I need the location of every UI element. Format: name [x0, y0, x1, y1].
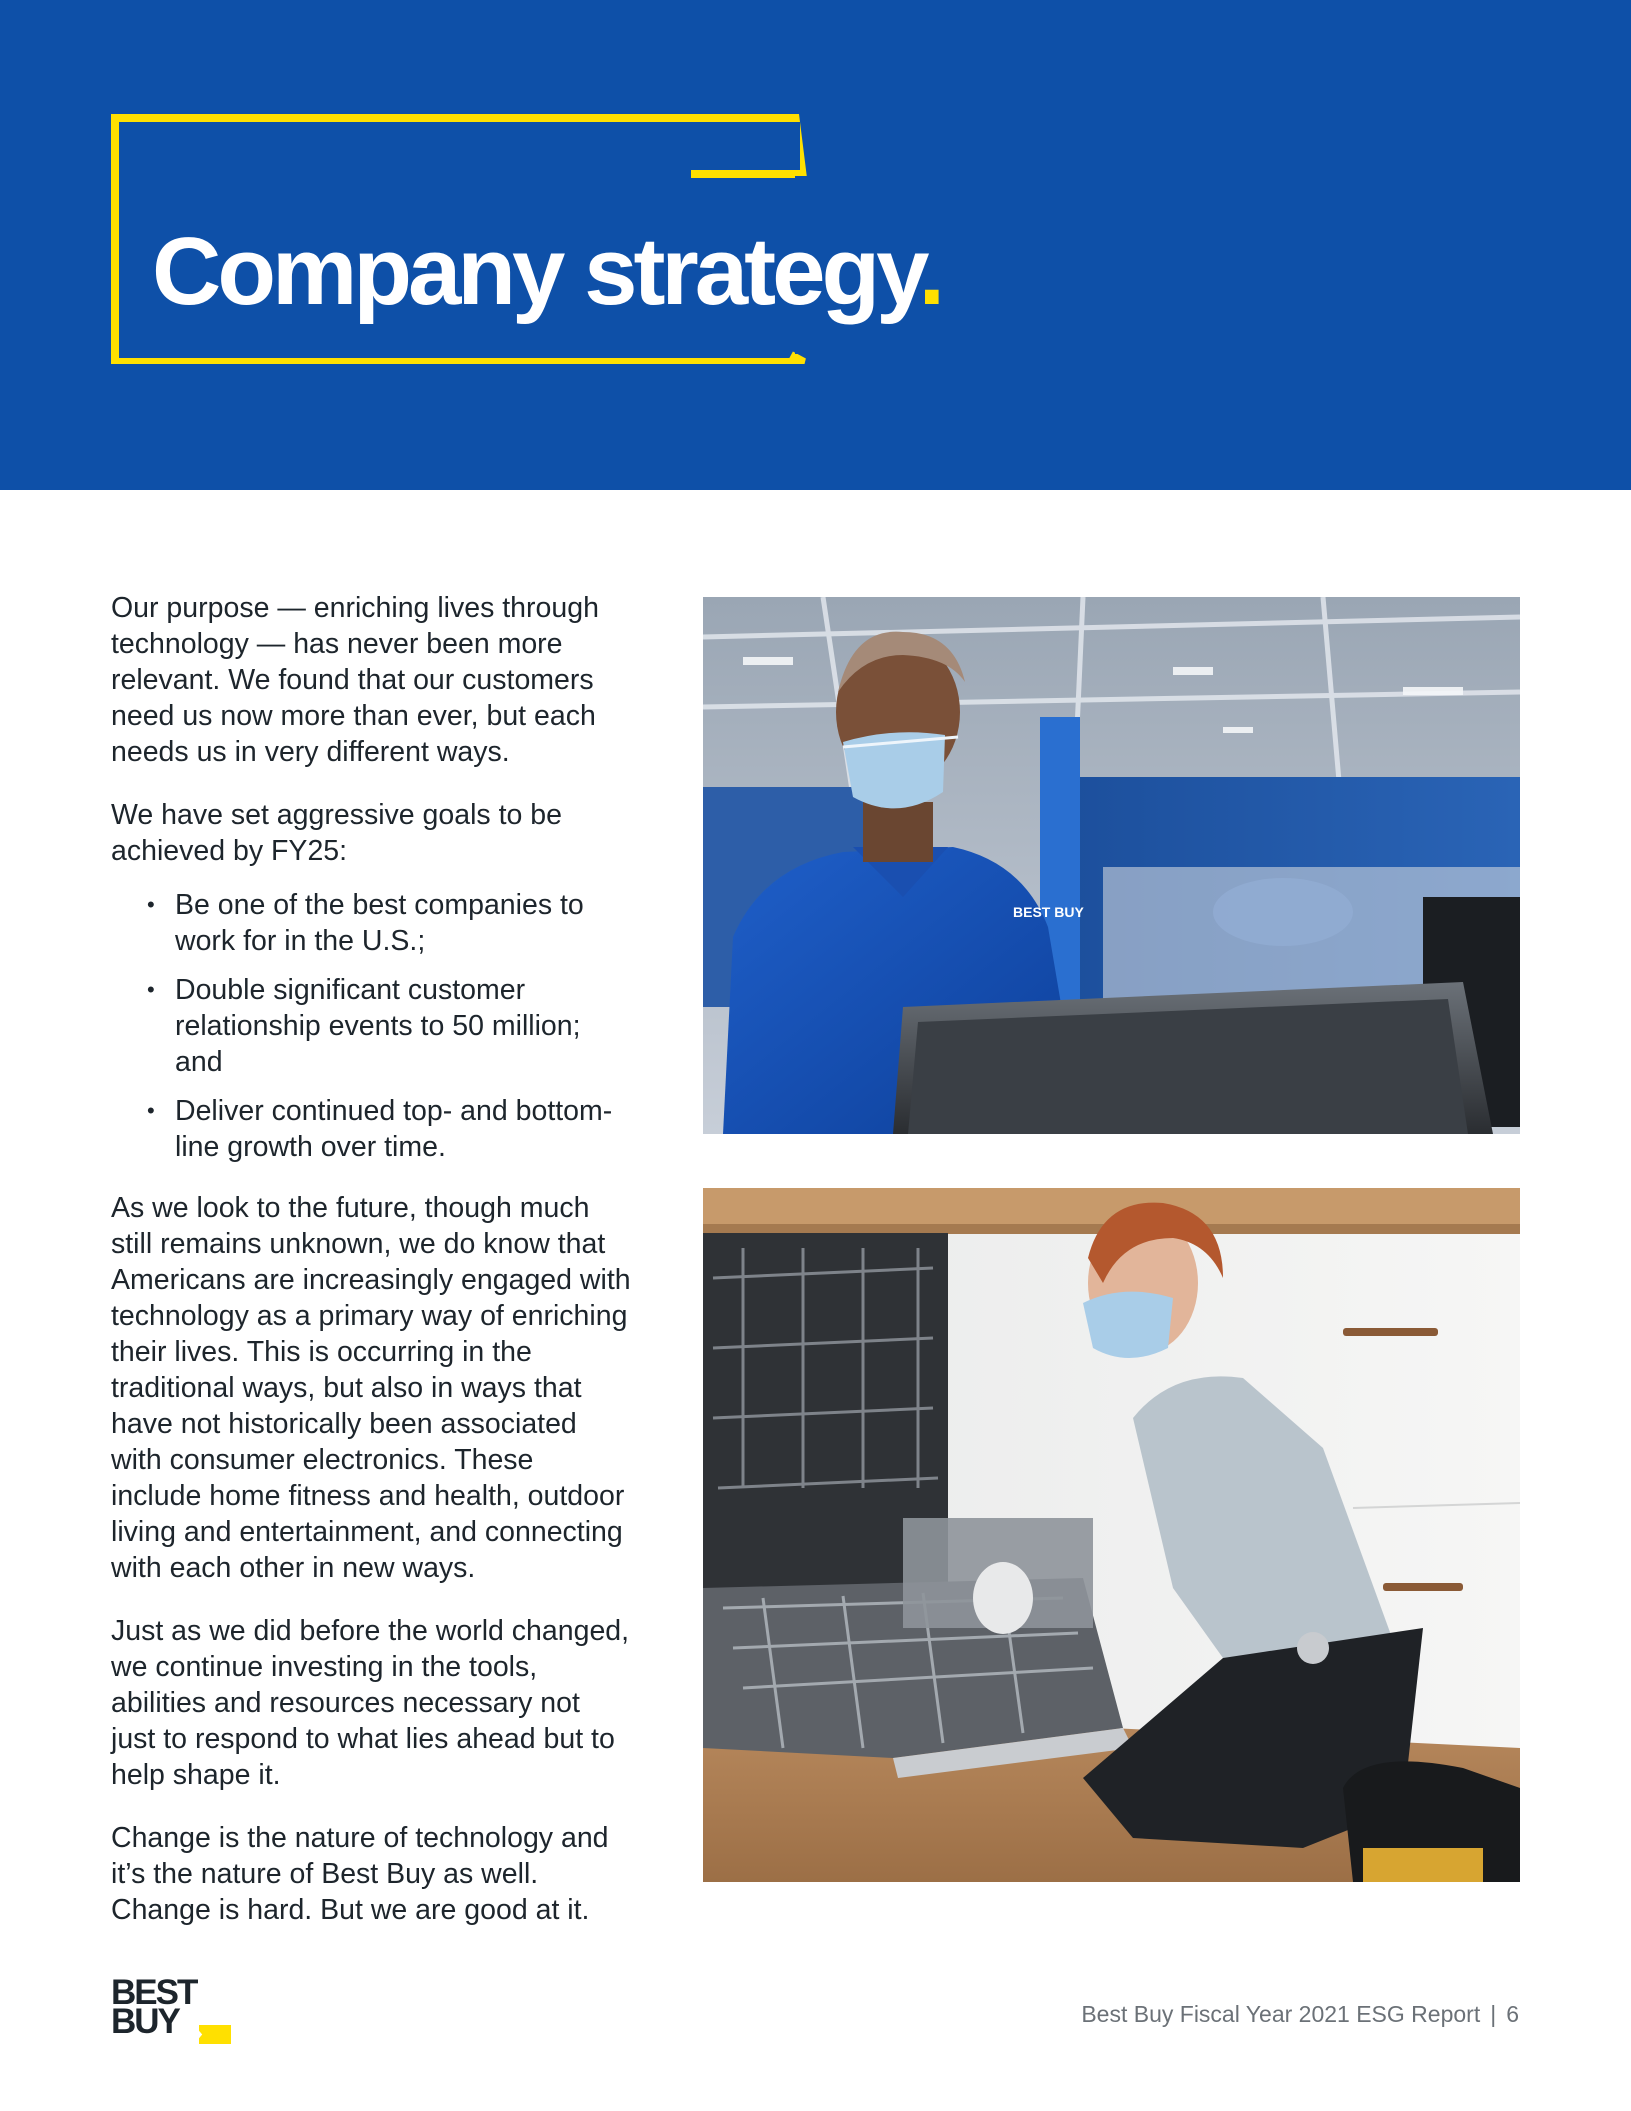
list-item: • Double significant customer relationship events to 50 million; and [111, 972, 631, 1080]
photo-store-employee [703, 597, 1520, 1134]
best-buy-logo [111, 1973, 223, 2048]
paragraph-investing: Just as we did before the world changed, we continue investing in the tools, abilities and resources necessary not just to respond to what lies ahead but to help shape it. [111, 1615, 630, 1791]
logo-line-1: BEST [111, 1973, 197, 2012]
goals-list [111, 887, 631, 1165]
report-name: Best Buy Fiscal Year 2021 ESG Report [1081, 2001, 1481, 2027]
paragraph-future: As we look to the future, though much still remains unknown, we do know that Americans are increasingly engaged with technology as a primary way of enriching their lives. This is occurring in the traditional ways, but also in ways that have not historically been associated with consumer electronics. These include home fitness and health, outdoor living and entertainment, and connecting with each other in new ways. [111, 1192, 631, 1584]
photo-appliance-technician [703, 1188, 1520, 1882]
header-band [0, 0, 1631, 490]
price-tag-icon [199, 2025, 231, 2044]
logo-wordmark [111, 1973, 211, 2041]
body-text-column [111, 590, 631, 1955]
paragraph-purpose: Our purpose — enriching lives through technology — has never been more relevant. We found that our customers need us now more than ever, but each needs us in very different ways. [111, 592, 599, 768]
list-item: • Deliver continued top- and bottom-line growth over time. [111, 1093, 631, 1165]
title-dot: . [918, 218, 942, 325]
shirt-logo: BEST BUY [1013, 904, 1084, 920]
logo-line-2: BUY [111, 2002, 179, 2041]
list-item: • Be one of the best companies to work for in the U.S.; [111, 887, 631, 959]
page-number: 6 [1506, 2001, 1519, 2027]
page-footer [1081, 2001, 1519, 2028]
paragraph-change: Change is the nature of technology and it’s the nature of Best Buy as well. Change is hard. But we are good at it. [111, 1822, 609, 1926]
page-title-text: Company strategy [152, 218, 919, 325]
paragraph-goals-intro: We have set aggressive goals to be achieved by FY25: [111, 799, 562, 867]
footer-separator: | [1490, 2001, 1497, 2027]
page-title [152, 212, 941, 332]
